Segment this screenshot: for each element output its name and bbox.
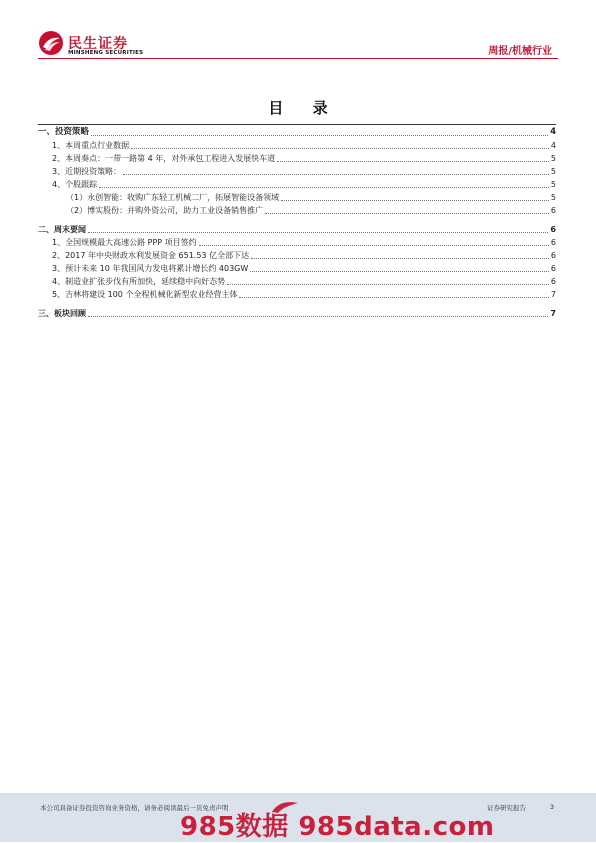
toc-entry-page: 6	[550, 264, 556, 273]
toc-entry-title: 一、投资策略	[38, 127, 90, 137]
toc-entry-page: 5	[550, 193, 556, 202]
toc-entry-page: 6	[550, 238, 556, 247]
toc-dot-leader	[88, 316, 548, 317]
toc-entry[interactable]	[38, 139, 556, 152]
toc-entry[interactable]	[38, 223, 556, 236]
toc-dot-leader	[265, 213, 549, 214]
toc-entry-title: 3、预计未来 10 年我国风力发电将累计增长约 403GW	[52, 264, 249, 273]
toc-entry[interactable]	[38, 204, 556, 217]
toc-entry[interactable]	[38, 307, 556, 320]
toc-entry-page: 6	[550, 206, 556, 215]
brand-name-cn: 民生证券	[68, 36, 128, 52]
toc-entry-page: 5	[550, 167, 556, 176]
toc-entry[interactable]	[38, 236, 556, 249]
toc-dot-leader	[281, 200, 549, 201]
toc-entry-title: 三、板块回顾	[38, 309, 86, 318]
toc-entry-page: 6	[550, 225, 556, 234]
toc-entry-page: 4	[550, 141, 556, 150]
header-divider	[38, 58, 558, 59]
toc-entry[interactable]	[38, 124, 556, 139]
toc-entry-page: 7	[550, 309, 556, 318]
toc-entry-title: （2）博实股份：并购外资公司，助力工业设备销售推广	[66, 206, 264, 215]
toc-entry[interactable]	[38, 165, 556, 178]
toc-entry-title: 2、2017 年中央财政水利发展资金 651.53 亿全部下达	[52, 251, 250, 260]
toc-dot-leader	[99, 187, 549, 188]
toc-dot-leader	[91, 135, 548, 136]
toc-title: 目 录	[268, 99, 340, 117]
toc-entry[interactable]	[38, 275, 556, 288]
toc-entry[interactable]	[38, 262, 556, 275]
toc-entry-title: 2、本周奏点：一带一路第 4 年，对外承包工程进入发展快车道	[52, 154, 276, 163]
minsheng-logo	[38, 30, 156, 60]
toc-entry-page: 6	[550, 251, 556, 260]
toc-entry-page: 4	[550, 127, 556, 137]
table-of-contents	[38, 124, 556, 320]
toc-entry-page: 7	[550, 290, 556, 299]
toc-dot-leader	[88, 232, 548, 233]
toc-dot-leader	[251, 258, 549, 259]
watermark-text: 985数据 985data.com	[180, 812, 495, 842]
toc-entry-page: 5	[550, 180, 556, 189]
toc-dot-leader	[199, 245, 549, 246]
footer-disclaimer: 本公司具备证券投资咨询业务资格，请务必阅读最后一页免责声明	[40, 804, 229, 812]
toc-dot-leader	[131, 148, 549, 149]
toc-entry-title: 4、制造业扩张步伐有所加快，延续稳中向好态势	[52, 277, 226, 286]
footer-report-label: 证券研究报告	[487, 804, 526, 812]
toc-dot-leader	[227, 284, 549, 285]
toc-entry-title: 1、全国规模最大高速公路 PPP 项目签约	[52, 238, 197, 247]
toc-dot-leader	[123, 174, 549, 175]
report-category: 周报/机械行业	[488, 46, 552, 57]
page-header	[0, 0, 596, 62]
minsheng-logo-icon	[38, 30, 64, 56]
toc-dot-leader	[277, 161, 549, 162]
toc-entry[interactable]	[38, 249, 556, 262]
toc-entry-title: 4、个股跟踪	[52, 180, 98, 189]
toc-entry-title: 5、吉林将建设 100 个全程机械化新型农业经营主体	[52, 290, 238, 299]
toc-dot-leader	[239, 297, 548, 298]
toc-entry-title: 1、本周重点行业数据	[52, 141, 130, 150]
footer-page-number: 3	[549, 803, 554, 811]
toc-entry-page: 6	[550, 277, 556, 286]
brand-name-en: MINSHENG SECURITIES	[68, 50, 144, 56]
toc-entry-title: 二、周末要闻	[38, 225, 86, 234]
toc-entry[interactable]	[38, 152, 556, 165]
toc-entry[interactable]	[38, 178, 556, 191]
toc-entry[interactable]	[38, 191, 556, 204]
toc-entry-page: 5	[550, 154, 556, 163]
toc-entry-title: 3、近期投资策略：	[52, 167, 122, 176]
toc-dot-leader	[250, 271, 549, 272]
toc-entry[interactable]	[38, 288, 556, 301]
toc-entry-title: （1）永创智能：收购广东轻工机械二厂，拓展智能设备领域	[66, 193, 280, 202]
